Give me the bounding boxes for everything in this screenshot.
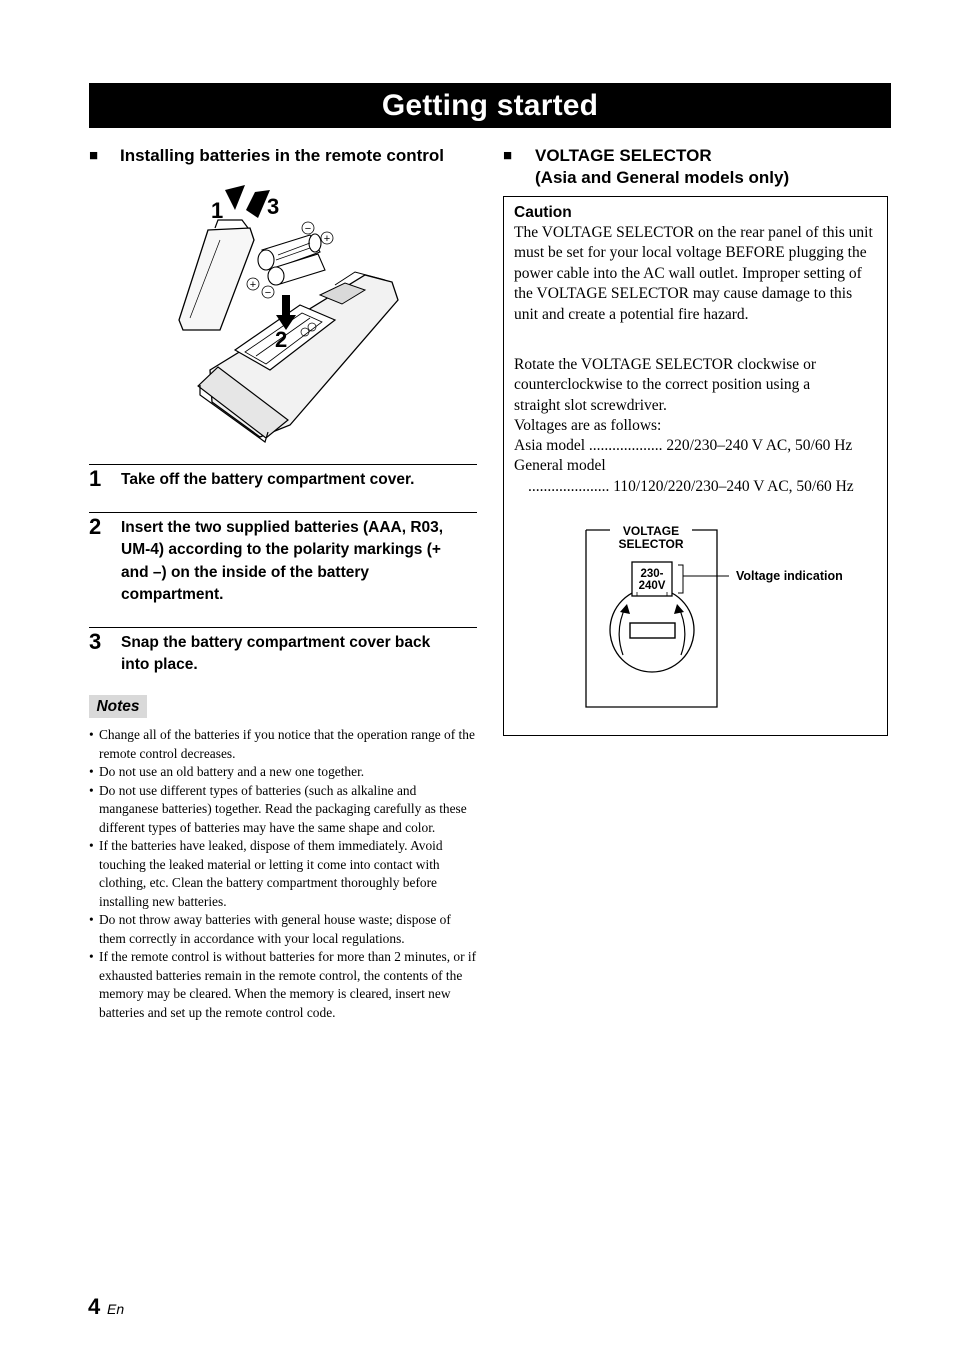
- figure-label-3: 3: [267, 194, 280, 219]
- page-language: En: [107, 1301, 125, 1317]
- general-model-label: General model: [514, 457, 606, 474]
- asia-voltage: Asia model ................... 220/230–240 V AC, 50/60 Hz: [514, 437, 853, 454]
- voltages-intro: Voltages are as follows:: [514, 417, 662, 434]
- step-number: 1: [89, 466, 102, 491]
- selector-label-line1: VOLTAGE: [622, 524, 680, 538]
- svg-text:−: −: [304, 223, 312, 235]
- step-divider: [89, 627, 477, 628]
- notes-list: [89, 726, 479, 1022]
- step-number: 3: [89, 629, 102, 654]
- setting-label-line2: 240V: [638, 580, 666, 592]
- section-heading-line2: (Asia and General models only): [535, 168, 790, 187]
- svg-text:+: +: [249, 279, 257, 291]
- step-divider: [89, 512, 477, 513]
- caution-title: Caution: [514, 204, 572, 221]
- rotate-instruction: Rotate the VOLTAGE SELECTOR clockwise or counterclockwise to the correct position using a straight slot screwdriver.: [514, 356, 816, 414]
- voltage-indication-label: Voltage indication: [736, 569, 843, 583]
- voltage-selector-diagram: [580, 520, 870, 715]
- remote-battery-illustration: [170, 180, 410, 445]
- svg-text:+: +: [323, 233, 331, 245]
- setting-label-line1: 230-: [640, 568, 664, 580]
- note-item: • Do not use different types of batteries (such as alkaline and manganese batteries) together. Read the packaging carefully as these different types of batteries may have the same shape and color.: [89, 782, 479, 838]
- step-number: 2: [89, 514, 102, 539]
- note-item: • Change all of the batteries if you notice that the operation range of the remote control decreases.: [89, 726, 479, 763]
- square-bullet-icon: ■: [89, 147, 99, 164]
- figure-label-1: 1: [211, 198, 224, 223]
- caution-text: The VOLTAGE SELECTOR on the rear panel of this unit must be set for your local voltage BEFORE plugging the power cable into the AC wall outlet. Improper setting of the VOLTAGE SELECTOR may cause damage to this unit and create a potential fire hazard.: [514, 224, 873, 323]
- note-item: • If the remote control is without batteries for more than 2 minutes, or if exhausted batteries remain in the remote control, the contents of the memory may be cleared. When the memory is cleared, insert new batteries and set up the remote control code.: [89, 948, 479, 1022]
- step-text: Take off the battery compartment cover.: [121, 471, 415, 488]
- figure-label-2: 2: [275, 327, 288, 352]
- square-bullet-icon: ■: [503, 147, 513, 164]
- step-text: Snap the battery compartment cover back into place.: [121, 634, 431, 674]
- note-item: • Do not throw away batteries with general house waste; dispose of them correctly in accordance with your local regulations.: [89, 911, 479, 948]
- step-text: Insert the two supplied batteries (AAA, R03, UM-4) according to the polarity markings (+ and –) on the inside of the battery compartment.: [121, 519, 444, 603]
- page-number: 4: [88, 1294, 101, 1319]
- svg-text:−: −: [264, 287, 272, 299]
- note-item: • Do not use an old battery and a new one together.: [89, 763, 479, 782]
- section-heading-line1: VOLTAGE SELECTOR: [535, 146, 712, 165]
- step-divider: [89, 464, 477, 465]
- page-title: Getting started: [89, 83, 891, 128]
- notes-label: Notes: [89, 695, 147, 718]
- note-item: • If the batteries have leaked, dispose of them immediately. Avoid touching the leaked material or letting it come into contact with clothing, etc. Clean the battery compartment thoroughly before installing new batteries.: [89, 837, 479, 911]
- section-heading-text: Installing batteries in the remote control: [120, 146, 444, 165]
- general-voltage: ..................... 110/120/220/230–240 V AC, 50/60 Hz: [528, 478, 854, 495]
- selector-label-line2: SELECTOR: [618, 537, 684, 551]
